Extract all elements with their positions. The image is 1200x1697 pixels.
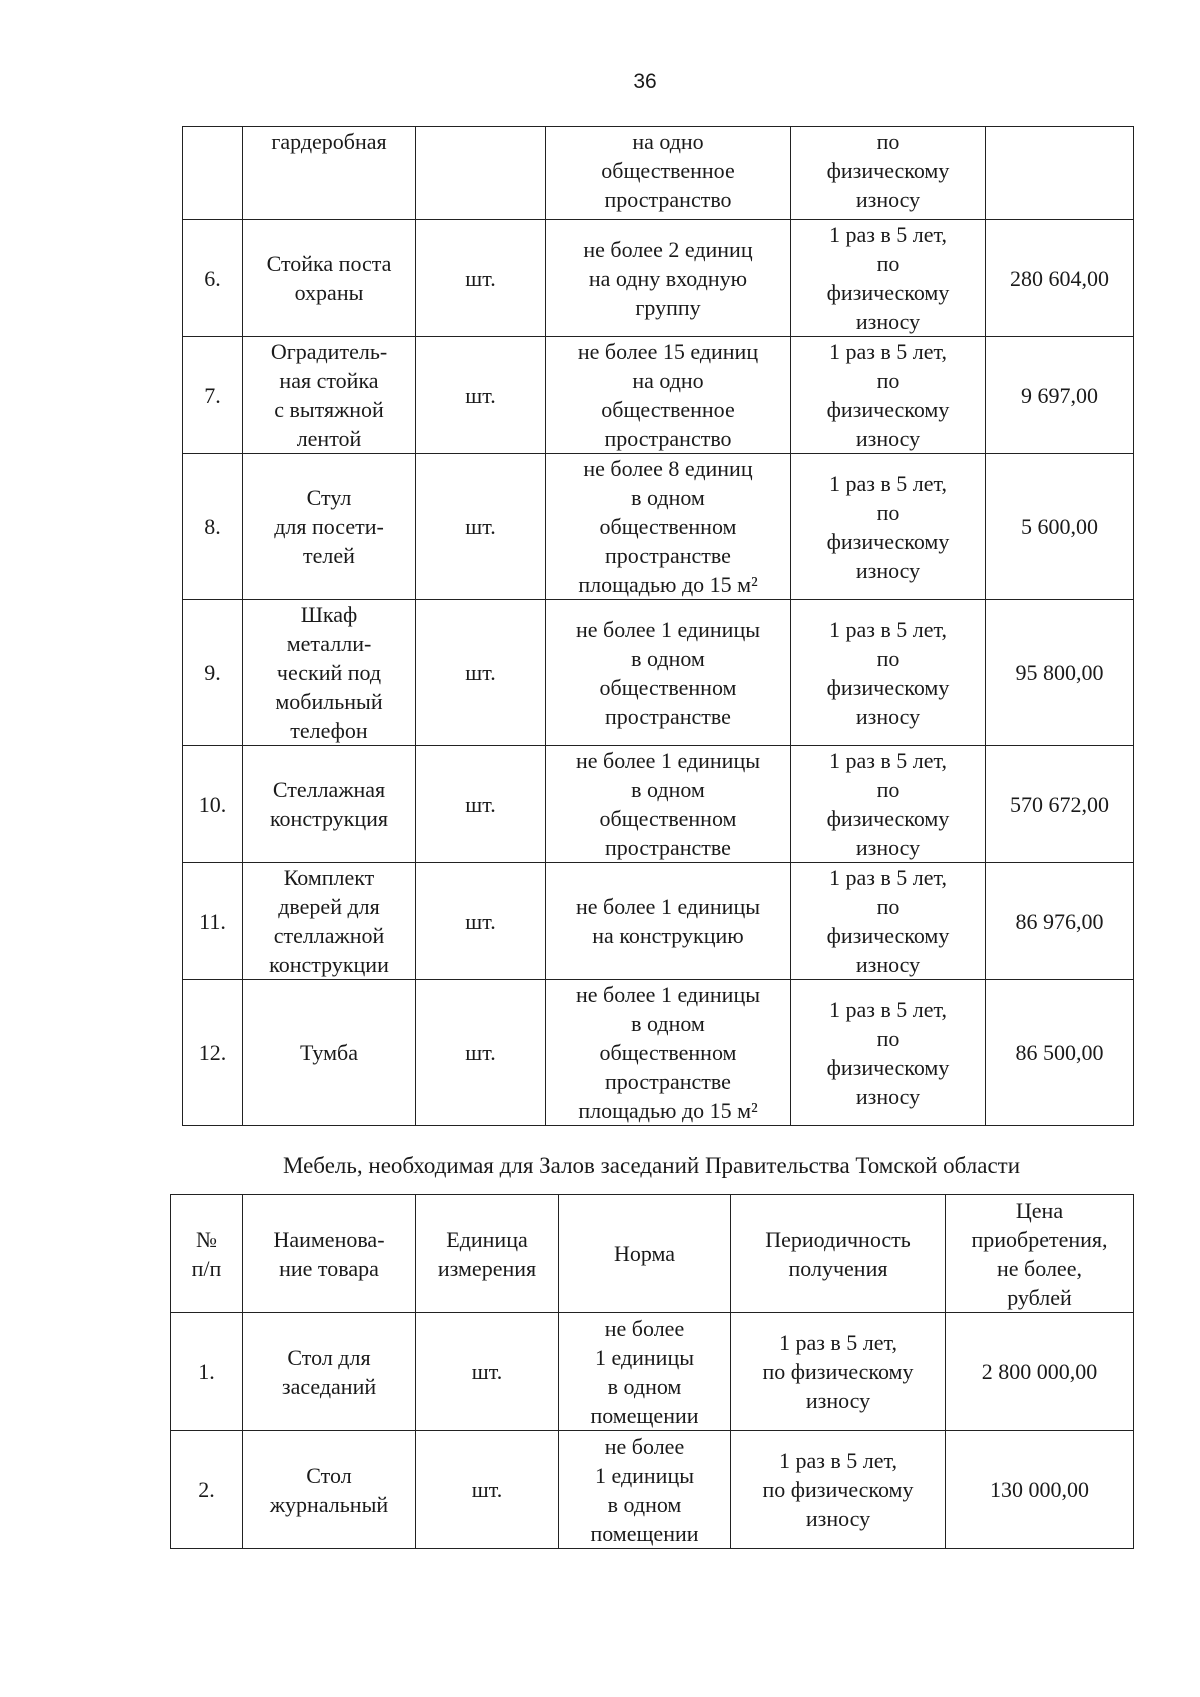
period-cell [791, 980, 986, 1126]
item-num: 9. [204, 660, 221, 685]
price-cell [946, 1313, 1134, 1431]
norm-cell [559, 1313, 731, 1431]
unit-cell [416, 746, 546, 863]
item-price: 2 800 000,00 [981, 1359, 1098, 1384]
item-price: 95 800,00 [1015, 660, 1104, 685]
item-period: 1 раз в 5 лет, по физическому износу [826, 222, 950, 334]
name-cell [243, 1313, 416, 1431]
name-cell [243, 220, 416, 337]
price-cell [986, 980, 1134, 1126]
period-cell [791, 220, 986, 337]
item-norm: не более 1 единицы в одном общественном пространстве [576, 616, 760, 729]
item-period: 1 раз в 5 лет, по физическому износу [826, 996, 950, 1109]
norm-header [559, 1195, 731, 1313]
item-norm: не более 15 единиц на одно общественное пространство [577, 339, 759, 451]
item-period: по физическому износу [826, 129, 950, 212]
item-period: 1 раз в 5 лет, по физическому износу [826, 616, 950, 729]
name-cell [243, 980, 416, 1126]
price-cell [986, 220, 1134, 337]
item-num: 7. [204, 382, 221, 408]
norm-cell [546, 746, 791, 863]
item-unit: шт. [471, 1477, 503, 1502]
unit-header-label: Единица измерения [437, 1226, 537, 1281]
unit-header [416, 1195, 559, 1313]
item-norm: на одно общественное пространство [601, 129, 735, 212]
item-price: 86 500,00 [1015, 1040, 1104, 1065]
item-norm: не более 1 единицы в одном общественном пространстве [576, 748, 760, 860]
unit-cell [416, 1431, 559, 1549]
item-norm: не более 1 единицы на конструкцию [576, 894, 760, 948]
unit-cell [416, 127, 546, 220]
item-unit: шт. [471, 1359, 503, 1384]
period-cell [731, 1431, 946, 1549]
norm-cell [546, 454, 791, 600]
item-norm: не более 2 единиц на одну входную группу [583, 236, 753, 320]
page-number: 36 [633, 70, 657, 93]
item-price: 9 697,00 [1021, 382, 1098, 408]
norm-cell [546, 337, 791, 454]
item-period: 1 раз в 5 лет, по физическому износу [762, 1448, 914, 1531]
unit-cell [416, 220, 546, 337]
item-unit: шт. [465, 791, 496, 817]
period-cell [791, 454, 986, 600]
unit-cell [416, 1313, 559, 1431]
price-cell [986, 454, 1134, 600]
num-cell [183, 337, 243, 454]
unit-cell [416, 980, 546, 1126]
name-cell [243, 863, 416, 980]
item-price: 130 000,00 [990, 1477, 1089, 1502]
name-cell [243, 454, 416, 600]
item-num: 12. [198, 1040, 227, 1065]
price-cell [986, 337, 1134, 454]
norm-cell [546, 220, 791, 337]
item-name: Оградитель- ная стойка с вытяжной лентой [270, 339, 388, 451]
name-header [243, 1195, 416, 1313]
furniture-table-body [183, 127, 1134, 1126]
period-header [731, 1195, 946, 1313]
period-cell [791, 600, 986, 746]
item-name: Стойка поста охраны [266, 251, 392, 305]
name-cell [243, 127, 416, 220]
price-cell [946, 1431, 1134, 1549]
period-cell [791, 746, 986, 863]
item-period: 1 раз в 5 лет, по физическому износу [762, 1330, 914, 1413]
num-cell [171, 1431, 243, 1549]
section-heading: Мебель, необходимая для Залов заседаний Правительства Томской области [282, 1153, 1021, 1178]
num-cell [183, 220, 243, 337]
table-row [183, 746, 1134, 863]
number-header-label: № п/п [191, 1226, 222, 1281]
item-name: Стол журнальный [269, 1462, 389, 1517]
num-cell [183, 127, 243, 220]
item-period: 1 раз в 5 лет, по физическому износу [826, 865, 950, 977]
period-cell [791, 127, 986, 220]
item-num: 2. [198, 1477, 215, 1502]
name-cell [243, 600, 416, 746]
table-row [183, 980, 1134, 1126]
item-period: 1 раз в 5 лет, по физическому износу [826, 748, 950, 860]
item-unit: шт. [465, 514, 496, 539]
item-unit: шт. [465, 1040, 496, 1065]
period-cell [731, 1313, 946, 1431]
norm-cell [546, 980, 791, 1126]
item-period: 1 раз в 5 лет, по физическому износу [826, 470, 950, 583]
table-row [183, 337, 1134, 454]
item-norm: не более 1 единицы в одном помещении [590, 1315, 699, 1428]
item-num: 8. [204, 514, 221, 539]
norm-cell [559, 1431, 731, 1549]
table-row [183, 127, 1134, 220]
item-price: 570 672,00 [1010, 791, 1109, 817]
item-name: Стеллажная конструкция [269, 777, 389, 831]
price-header [946, 1195, 1134, 1313]
table-row [171, 1431, 1134, 1549]
item-price: 280 604,00 [1010, 265, 1109, 291]
item-name: Комплект дверей для стеллажной конструкции [269, 865, 389, 977]
item-unit: шт. [465, 908, 496, 934]
item-unit: шт. [465, 660, 496, 685]
item-name: Шкаф металли- ческий под мобильный телефон [275, 602, 383, 743]
norm-cell [546, 127, 791, 220]
norm-cell [546, 863, 791, 980]
item-num: 6. [204, 265, 221, 291]
item-name: Тумба [300, 1040, 358, 1065]
item-num: 10. [198, 791, 227, 817]
price-cell [986, 600, 1134, 746]
item-price: 86 976,00 [1015, 908, 1104, 934]
unit-cell [416, 600, 546, 746]
name-header-label: Наименова- ние товара [273, 1226, 385, 1281]
name-cell [243, 746, 416, 863]
table-row [183, 454, 1134, 600]
name-cell [243, 1431, 416, 1549]
item-norm: не более 1 единицы в одном общественном пространстве площадью до 15 м² [576, 982, 760, 1123]
number-header [171, 1195, 243, 1313]
table-row [171, 1313, 1134, 1431]
period-cell [791, 863, 986, 980]
meeting-hall-table-body [171, 1313, 1134, 1549]
price-cell [986, 863, 1134, 980]
item-price: 5 600,00 [1021, 514, 1098, 539]
period-cell [791, 337, 986, 454]
table-row [183, 600, 1134, 746]
norm-cell [546, 600, 791, 746]
item-norm: не более 1 единицы в одном помещении [590, 1433, 699, 1546]
num-cell [183, 980, 243, 1126]
item-num: 11. [199, 908, 226, 934]
norm-header-label: Норма [613, 1241, 676, 1266]
price-cell [986, 746, 1134, 863]
num-cell [183, 746, 243, 863]
unit-cell [416, 863, 546, 980]
item-name: гардеробная [271, 129, 387, 154]
item-name: Стул для посети- телей [274, 485, 384, 568]
item-num: 1. [198, 1359, 215, 1384]
period-header-label: Периодичность получения [765, 1226, 911, 1281]
price-cell [986, 127, 1134, 220]
unit-cell [416, 454, 546, 600]
item-unit: шт. [465, 265, 496, 291]
item-name: Стол для заседаний [281, 1344, 377, 1399]
table-row [183, 220, 1134, 337]
price-header-label: Цена приобретения, не более, рублей [971, 1197, 1108, 1310]
furniture-table-continued [182, 126, 1134, 1126]
num-cell [183, 863, 243, 980]
table-row [183, 863, 1134, 980]
meeting-hall-furniture-table [170, 1194, 1134, 1549]
name-cell [243, 337, 416, 454]
unit-cell [416, 337, 546, 454]
num-cell [171, 1313, 243, 1431]
num-cell [183, 454, 243, 600]
table-header-row [171, 1195, 1134, 1313]
item-period: 1 раз в 5 лет, по физическому износу [826, 339, 950, 451]
item-norm: не более 8 единиц в одном общественном пространстве площадью до 15 м² [578, 456, 758, 597]
num-cell [183, 600, 243, 746]
item-unit: шт. [465, 382, 496, 408]
